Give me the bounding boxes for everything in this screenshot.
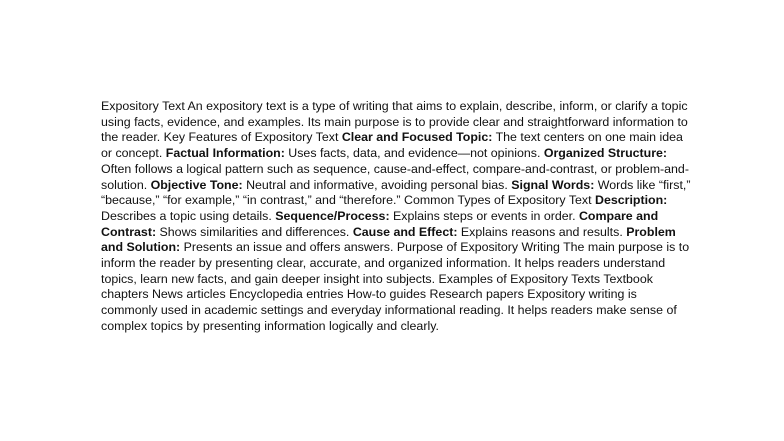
bold-term: Description: — [595, 193, 668, 208]
bold-term: Sequence/Process: — [275, 208, 390, 223]
bold-term: Clear and Focused Topic: — [341, 130, 493, 145]
text-segment: Neutral and informative, avoiding personal bias. — [242, 177, 512, 192]
body-paragraph — [101, 99, 691, 335]
bold-term: Factual Information: — [165, 146, 285, 161]
text-segment: Shows similarities and differences. — [156, 224, 353, 239]
text-segment: Words like “first,” “because,” “for example,” “in contrast,” and “therefore.” Common Types of Expository Text — [101, 177, 691, 208]
bold-term: Compare and Contrast: — [101, 208, 659, 239]
bold-term: Organized Structure: — [543, 146, 668, 161]
text-segment: The text centers on one main idea or concept. — [101, 130, 683, 161]
bold-term: Signal Words: — [511, 177, 595, 192]
text-segment: Explains steps or events in order. — [389, 208, 579, 223]
bold-term: Cause and Effect: — [352, 224, 458, 239]
text-segment: Presents an issue and offers answers. Purpose of Expository Writing The main purpose is to inform the reader by presenting clear, accurate, and organized information. It helps readers understand topics, learn new facts, and gain deeper insight into subjects. Examples of Expository Texts Textbook chapters News articles Encyclopedia entries How-to guides Research papers Expository writing is commonly used in academic settings and everyday informational reading. It helps readers make sense of complex topics by presenting information logically and clearly. — [101, 240, 690, 333]
text-segment: Uses facts, data, and evidence—not opinions. — [284, 146, 544, 161]
text-segment: Expository Text An expository text is a type of writing that aims to explain, describe, inform, or clarify a topic using facts, evidence, and examples. Its main purpose is to provide clear and straightforward information to the reader. Key Features of Expository Text — [101, 99, 688, 145]
text-segment: Describes a topic using details. — [101, 208, 276, 223]
text-segment: Explains reasons and results. — [457, 224, 627, 239]
text-segment: Often follows a logical pattern such as sequence, cause-and-effect, compare-and-contrast, or problem-and-solution. — [101, 161, 689, 192]
bold-term: Problem and Solution: — [101, 224, 676, 255]
bold-term: Objective Tone: — [150, 177, 243, 192]
